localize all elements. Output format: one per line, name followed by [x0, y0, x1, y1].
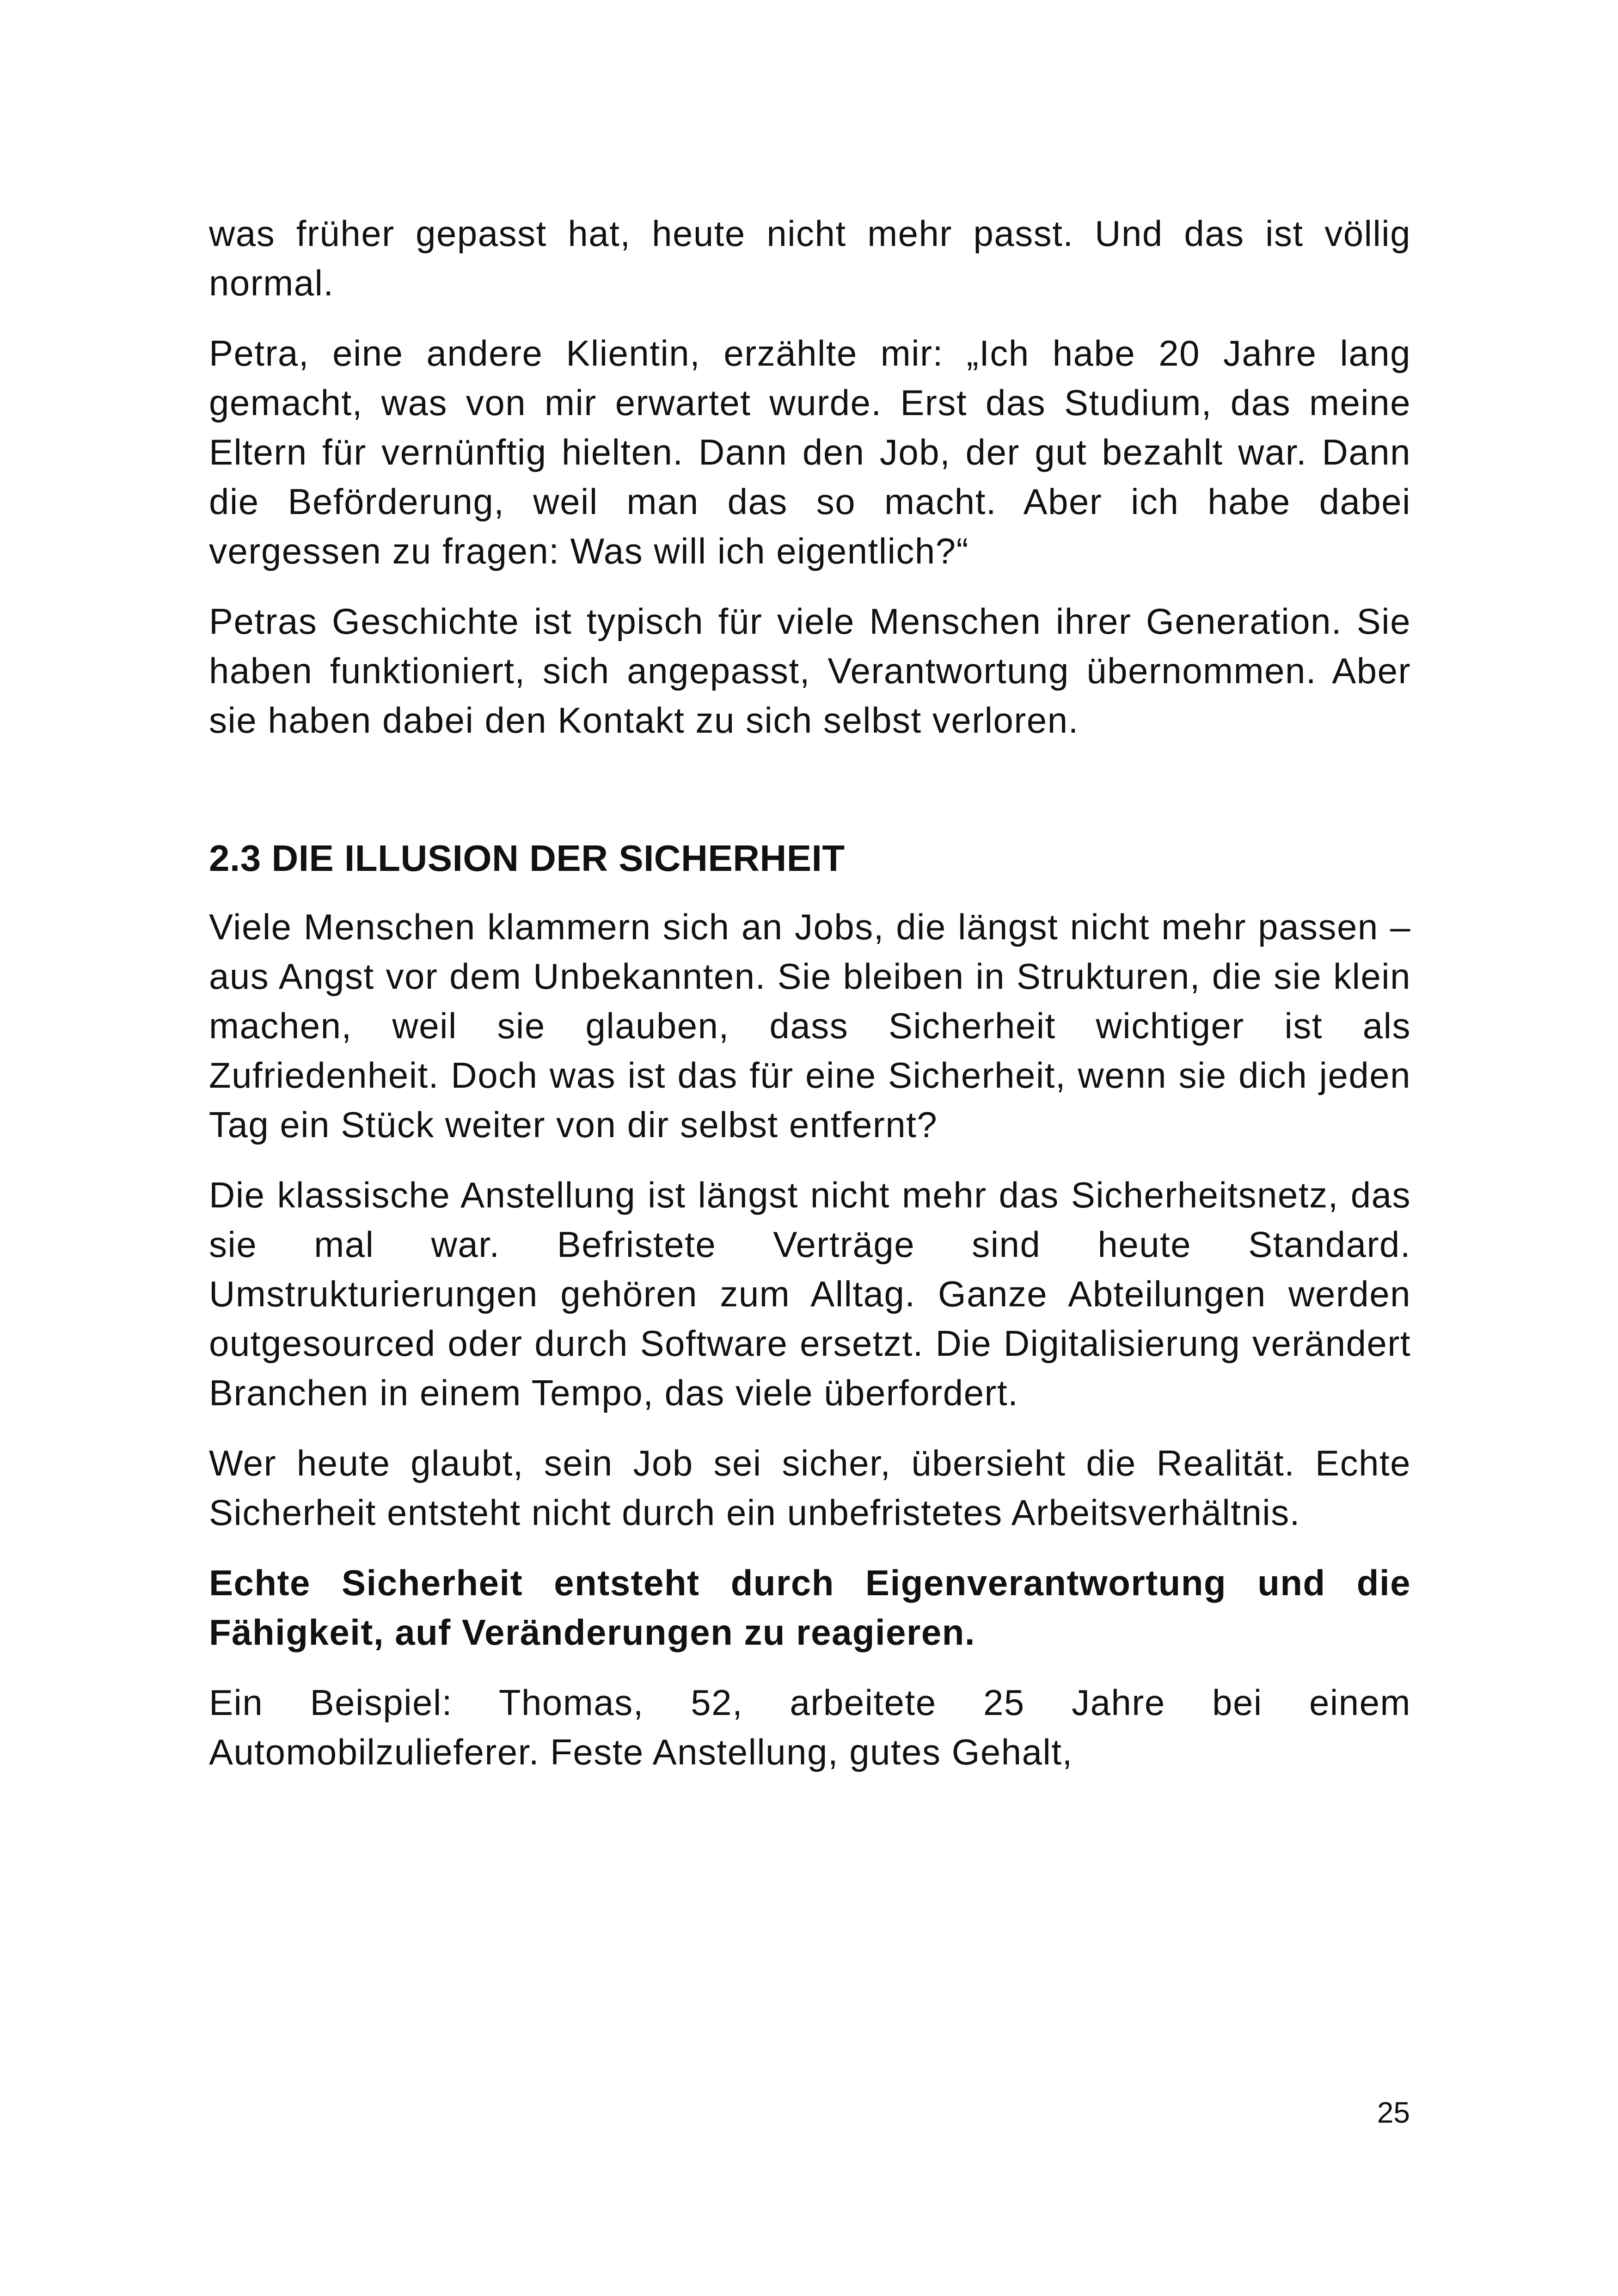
bold-statement: Echte Sicherheit entsteht durch Eigenverantwortung und die Fähigkeit, auf Veränderungen zu reagieren.: [209, 1562, 1411, 1653]
page-number: 25: [1377, 2096, 1410, 2129]
section-heading: 2.3 DIE ILLUSION DER SICHERHEIT: [209, 838, 845, 879]
paragraph-classic-employment: Die klassische Anstellung ist längst nicht mehr das Sicherheitsnetz, das sie mal war. Befristete Verträge sind heute Standard. Umstrukturierungen gehören zum Alltag. Ganze Abteilungen werden outgesourced oder durch Software ersetzt. Die Digitalisierung verändert Branchen in einem Tempo, das viele überfordert.: [209, 1175, 1411, 1413]
paragraph-petra-story: Petras Geschichte ist typisch für viele Menschen ihrer Generation. Sie haben funktioniert, sich angepasst, Verantwortung übernommen. Aber sie haben dabei den Kontakt zu sich selbst verloren.: [209, 601, 1411, 741]
paragraph-thomas-example: Ein Beispiel: Thomas, 52, arbeitete 25 Jahre bei einem Automobilzulieferer. Feste Anstellung, gutes Gehalt,: [209, 1682, 1411, 1772]
paragraph-jobs-security: Viele Menschen klammern sich an Jobs, die längst nicht mehr passen – aus Angst vor dem Unbekannten. Sie bleiben in Strukturen, die sie klein machen, weil sie glauben, dass Sicherheit wichtiger ist als Zufriedenheit. Doch was ist das für eine Sicherheit, wenn sie dich jeden Tag ein Stück weiter von dir selbst entfernt?: [209, 906, 1411, 1145]
paragraph-continuation: was früher gepasst hat, heute nicht mehr passt. Und das ist völlig normal.: [209, 213, 1411, 303]
page-content: [209, 209, 1411, 1777]
paragraph-petra-quote: Petra, eine andere Klientin, erzählte mir: „Ich habe 20 Jahre lang gemacht, was von mir erwartet wurde. Erst das Studium, das meine Eltern für vernünftig hielten. Dann den Job, der gut bezahlt war. Dann die Beförderung, weil man das so macht. Aber ich habe dabei vergessen zu fragen: Was will ich eigentlich?“: [209, 333, 1411, 571]
paragraph-reality: Wer heute glaubt, sein Job sei sicher, übersieht die Realität. Echte Sicherheit entsteht nicht durch ein unbefristetes Arbeitsverhältnis.: [209, 1443, 1411, 1533]
